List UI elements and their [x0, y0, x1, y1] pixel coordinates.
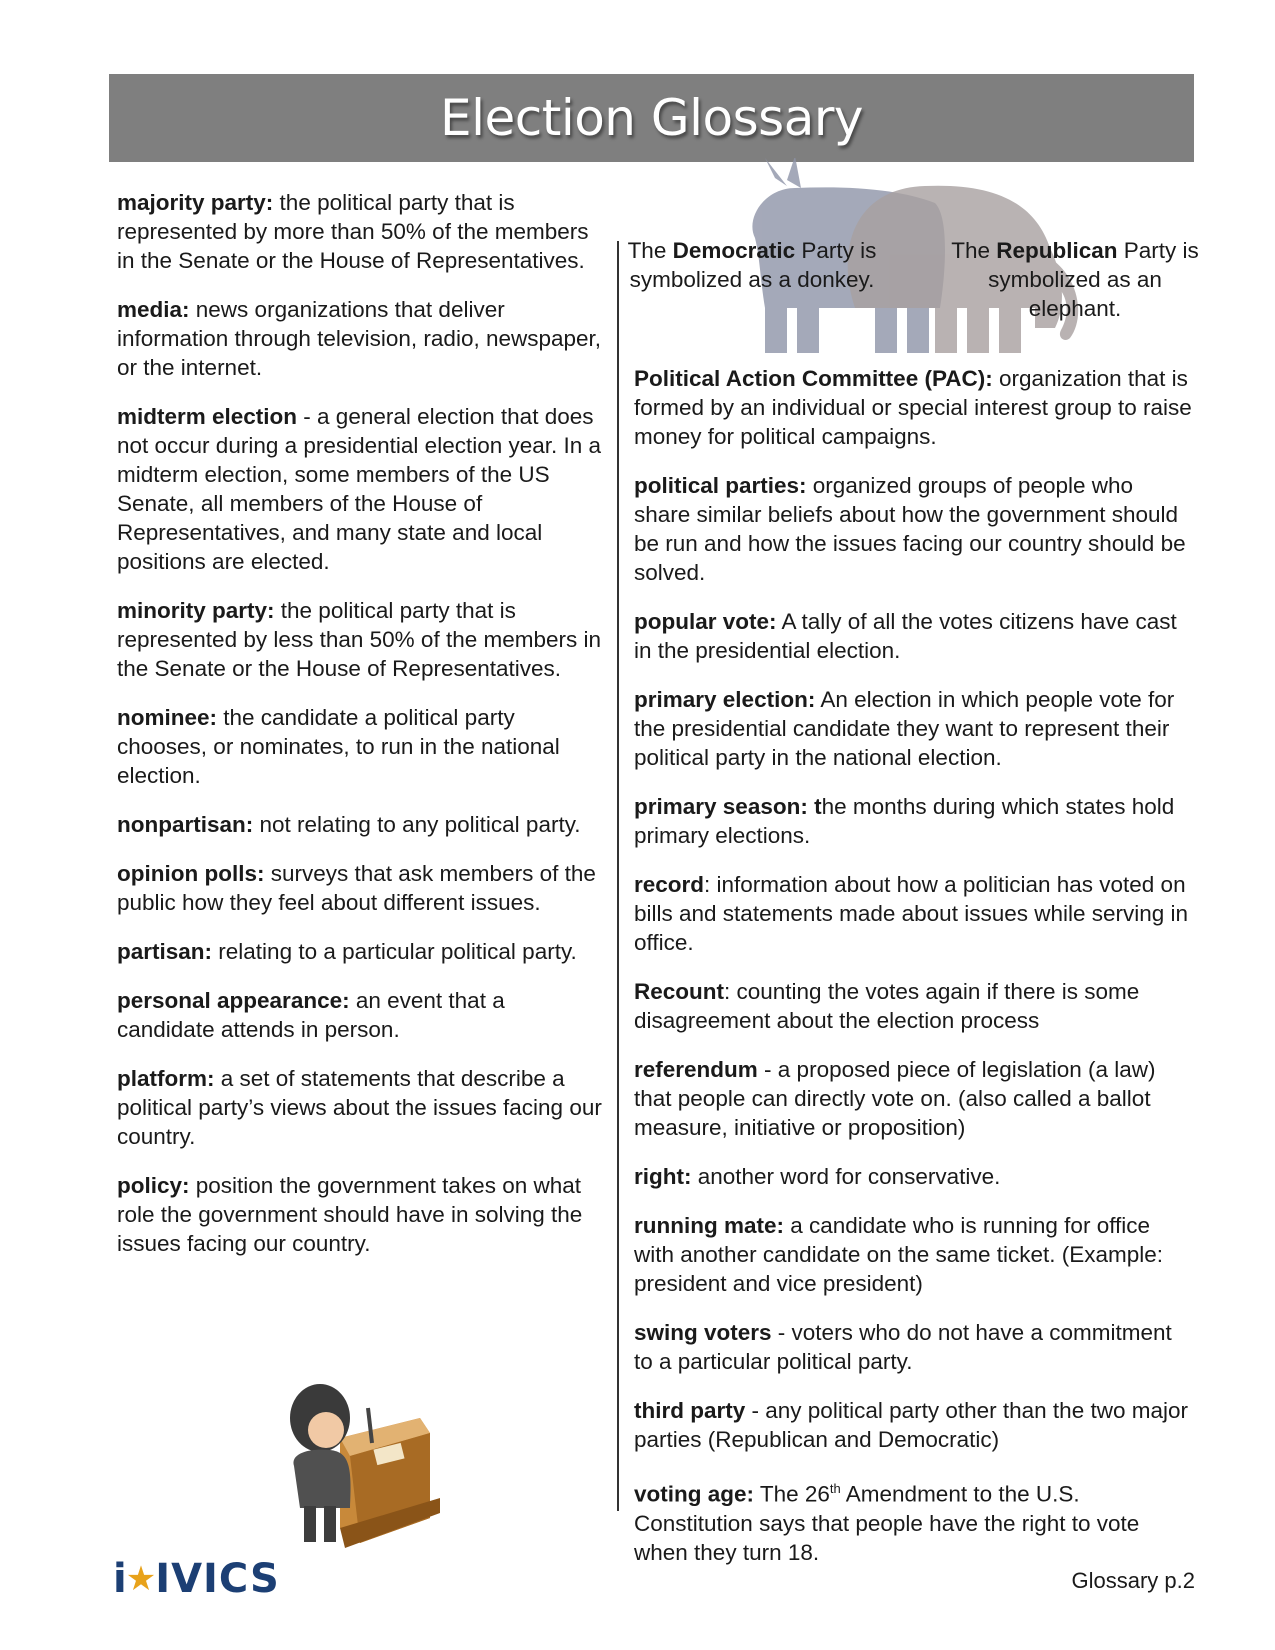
- glossary-entry: midterm election - a general election that does not occur during a presidential election year. In a midterm election, some members of the US Senate, all members of the House of Representatives, and many state and local positions are elected.: [117, 404, 602, 574]
- glossary-entry: minority party: the political party that is represented by less than 50% of the members in the Senate or the House of Representatives.: [117, 598, 602, 681]
- glossary-entry-voting-age: voting age: The 26th Amendment to the U.S. Constitution says that people have the right to vote when they turn 18.: [634, 1481, 1140, 1565]
- glossary-entry: record: information about how a politician has voted on bills and statements made about issues while serving in office.: [634, 872, 1189, 955]
- page-number: Glossary p.2: [1071, 1568, 1195, 1593]
- page-title: Election Glossary: [439, 89, 864, 147]
- glossary-entry: Recount: counting the votes again if there is some disagreement about the election process: [634, 979, 1140, 1033]
- democratic-caption: The Democratic Party is symbolized as a donkey.: [627, 238, 877, 292]
- glossary-entry: running mate: a candidate who is running for office with another candidate on the same ticket. (Example: president and vice president): [634, 1213, 1164, 1296]
- glossary-entry: majority party: the political party that is represented by more than 50% of the members in the Senate or the House of Representatives.: [117, 190, 589, 273]
- glossary-entry: personal appearance: an event that a candidate attends in person.: [117, 988, 505, 1042]
- glossary-entry: political parties: organized groups of people who share similar beliefs about how the government should be run and how the issues facing our country should be solved.: [634, 473, 1186, 585]
- glossary-entry: platform: a set of statements that describe a political party’s views about the issues facing our country.: [117, 1066, 602, 1149]
- glossary-left-column: [117, 188, 603, 1278]
- glossary-right-column: [634, 364, 1194, 1587]
- podium-speaker-illustration: [280, 1378, 440, 1553]
- glossary-entry: primary election: An election in which people vote for the presidential candidate they want to represent their political party in the national election.: [634, 687, 1175, 770]
- glossary-entry: referendum - a proposed piece of legislation (a law) that people can directly vote on. (also called a ballot measure, initiative or proposition): [634, 1057, 1156, 1140]
- glossary-entry: Political Action Committee (PAC): organization that is formed by an individual or special interest group to raise money for political campaigns.: [634, 366, 1192, 449]
- glossary-entry: nominee: the candidate a political party chooses, or nominates, to run in the national election.: [117, 705, 560, 788]
- glossary-entry: policy: position the government takes on what role the government should have in solving the issues facing our country.: [117, 1173, 583, 1256]
- title-banner: [109, 74, 1194, 162]
- glossary-entry: swing voters - voters who do not have a commitment to a particular political party.: [634, 1320, 1172, 1374]
- glossary-entry: media: news organizations that deliver information through television, radio, newspaper, or the internet.: [117, 297, 602, 380]
- glossary-entry: primary season: the months during which states hold primary elections.: [634, 794, 1175, 848]
- glossary-entry: third party - any political party other than the two major parties (Republican and Democratic): [634, 1398, 1188, 1452]
- glossary-entry: partisan: relating to a particular political party.: [117, 939, 577, 964]
- icivics-logo: i ★ IVICS: [113, 1556, 280, 1602]
- glossary-entry: right: another word for conservative.: [634, 1164, 1001, 1189]
- glossary-entry: popular vote: A tally of all the votes citizens have cast in the presidential election.: [634, 609, 1177, 663]
- glossary-entry: nonpartisan: not relating to any political party.: [117, 812, 581, 837]
- column-divider: [617, 241, 619, 1511]
- star-icon: ★: [125, 1559, 158, 1599]
- glossary-entry: opinion polls: surveys that ask members of the public how they feel about different issues.: [117, 861, 596, 915]
- republican-caption: The Republican Party is symbolized as an elephant.: [951, 238, 1199, 321]
